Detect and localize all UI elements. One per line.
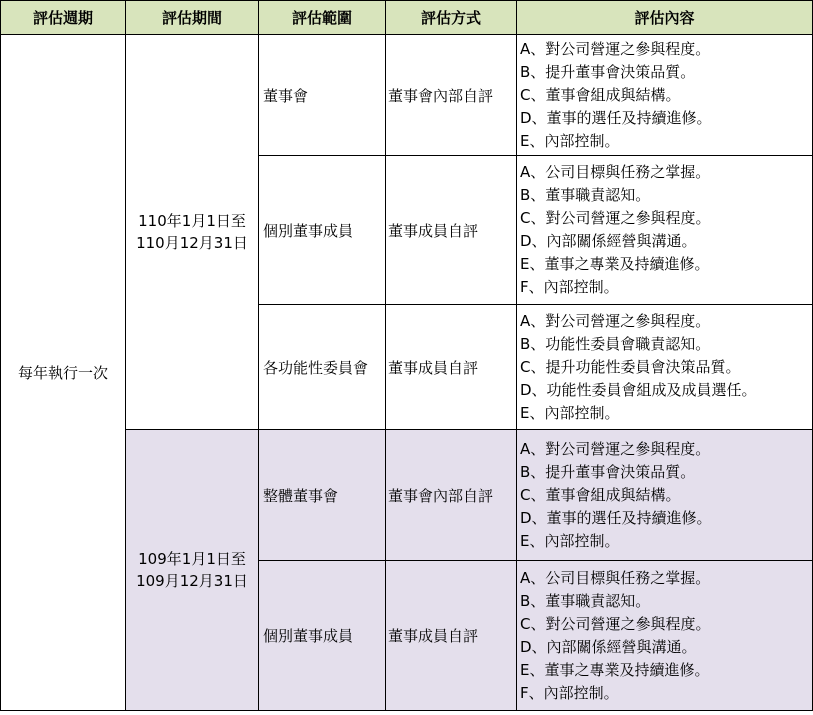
scope-cell: 各功能性委員會: [259, 305, 386, 430]
scope-cell: 整體董事會: [259, 430, 386, 561]
content-item: E、內部控制。: [520, 131, 620, 150]
period-end: 109月12月31日: [136, 572, 248, 590]
header-period: 評估期間: [126, 1, 259, 35]
cycle-cell: 每年執行一次: [1, 35, 126, 711]
method-cell: 董事會內部自評: [386, 35, 517, 156]
header-content: 評估內容: [517, 1, 813, 35]
content-item: F、內部控制。: [520, 278, 619, 296]
content-item: A、公司目標與任務之掌握。: [520, 163, 711, 181]
header-row: [1, 1, 813, 35]
content-cell: [517, 156, 813, 305]
content-cell: [517, 430, 813, 561]
content-item: D、內部關係經營與溝通。: [520, 637, 697, 656]
header-cycle: 評估週期: [1, 1, 126, 35]
header-method: 評估方式: [386, 1, 517, 35]
content-item: B、提升董事會決策品質。: [520, 462, 696, 481]
period-cell-110: [126, 35, 259, 430]
table-row: [1, 35, 813, 156]
method-cell: 董事成員自評: [386, 305, 517, 430]
content-cell: [517, 35, 813, 156]
content-item: C、對公司營運之參與程度。: [520, 209, 711, 227]
content-item: D、董事的選任及持續進修。: [520, 508, 712, 527]
content-item: E、董事之專業及持續進修。: [520, 255, 710, 273]
content-item: C、提升功能性委員會決策品質。: [520, 357, 741, 376]
content-item: C、對公司營運之參與程度。: [520, 614, 711, 633]
scope-cell: 董事會: [259, 35, 386, 156]
method-cell: 董事會內部自評: [386, 430, 517, 561]
header-scope: 評估範圍: [259, 1, 386, 35]
period-end: 110月12月31日: [136, 234, 248, 252]
method-cell: 董事成員自評: [386, 561, 517, 711]
period-start: 110年1月1日至: [138, 212, 246, 230]
scope-cell: 個別董事成員: [259, 156, 386, 305]
content-item: A、對公司營運之參與程度。: [520, 439, 711, 458]
period-cell-109: [126, 430, 259, 711]
period-start: 109年1月1日至: [138, 550, 246, 568]
content-item: B、董事職責認知。: [520, 186, 651, 204]
content-item: A、對公司營運之參與程度。: [520, 39, 711, 58]
content-item: C、董事會組成與結構。: [520, 85, 681, 104]
content-item: A、公司目標與任務之掌握。: [520, 568, 711, 587]
scope-cell: 個別董事成員: [259, 561, 386, 711]
content-item: F、內部控制。: [520, 683, 619, 702]
content-item: B、董事職責認知。: [520, 591, 651, 610]
content-cell: [517, 305, 813, 430]
content-item: D、董事的選任及持續進修。: [520, 108, 712, 127]
content-cell: [517, 561, 813, 711]
content-item: E、內部控制。: [520, 531, 620, 550]
content-item: E、內部控制。: [520, 403, 620, 422]
method-cell: 董事成員自評: [386, 156, 517, 305]
content-item: B、功能性委員會職責認知。: [520, 334, 711, 353]
content-item: B、提升董事會決策品質。: [520, 62, 696, 81]
content-item: D、功能性委員會組成及成員選任。: [520, 380, 757, 399]
content-item: A、對公司營運之參與程度。: [520, 311, 711, 330]
content-item: C、董事會組成與結構。: [520, 485, 681, 504]
content-item: E、董事之專業及持續進修。: [520, 660, 710, 679]
content-item: D、內部關係經營與溝通。: [520, 232, 697, 250]
